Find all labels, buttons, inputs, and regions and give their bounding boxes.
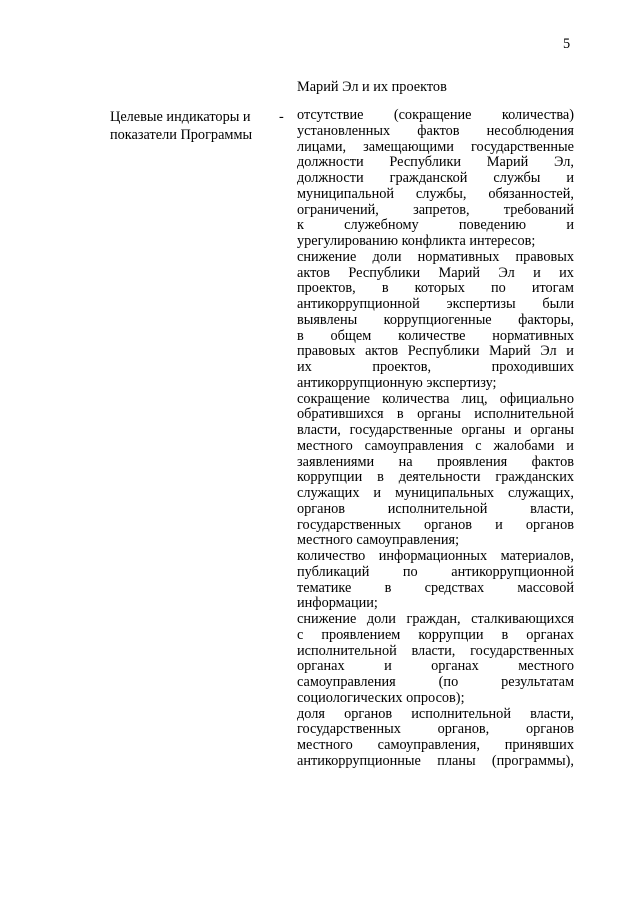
text-line: государственных органов, органов [297, 721, 574, 738]
text-line: к служебному поведению и [297, 217, 574, 234]
text-line: урегулированию конфликта интересов; [297, 233, 536, 249]
section-label-line: показатели Программы [110, 127, 253, 144]
text-line: сокращение количества лиц, официально [297, 390, 574, 407]
text-line: количество информационных материалов, [297, 548, 574, 564]
continued-text: Марий Эл и их проектов [297, 79, 447, 95]
text-line: актов Республики Марий Эл и их [297, 264, 574, 281]
text-line: доля органов исполнительной власти, [297, 705, 574, 722]
text-line: установленных фактов несоблюдения [297, 122, 574, 139]
text-line: снижение доли граждан, сталкивающихся [297, 611, 574, 627]
text-line: органов исполнительной власти, [297, 500, 574, 517]
text-line: самоуправления (по результатам [297, 674, 574, 690]
text-line: антикоррупционной экспертизы были [297, 296, 574, 312]
text-line: лицами, замещающими государственные [297, 138, 574, 155]
text-line: исполнительной власти, государственных [297, 642, 574, 659]
text-line: муниципальной службы, обязанностей, [297, 185, 574, 202]
text-line: государственных органов и органов [297, 516, 574, 533]
text-line: с проявлением коррупции в органах [297, 626, 574, 643]
text-line: служащих и муниципальных служащих, [297, 485, 574, 501]
text-line: антикоррупционные планы (программы), [297, 752, 574, 769]
text-line: заявлениями на проявления фактов [297, 453, 574, 470]
indicators-text-block [297, 108, 574, 770]
text-line: должности гражданской службы и [297, 170, 574, 186]
text-line: снижение доли нормативных правовых [297, 248, 574, 265]
text-line: местного самоуправления; [297, 532, 460, 549]
text-line: должности Республики Марий Эл, [297, 154, 574, 171]
text-line: местного самоуправления, принявших [297, 737, 574, 753]
text-line: правовых актов Республики Марий Эл и [297, 343, 574, 360]
text-line: информации; [297, 595, 378, 612]
text-line: тематике в средствах массовой [297, 579, 574, 596]
text-line: выявлены коррупциогенные факторы, [297, 311, 574, 328]
section-label [110, 108, 270, 145]
text-line: власти, государственные органы и органы [297, 422, 574, 438]
text-line: антикоррупционную экспертизу; [297, 374, 497, 391]
text-line: публикаций по антикоррупционной [297, 563, 574, 580]
text-line: ограничений, запретов, требований [297, 201, 574, 218]
text-line: проектов, в которых по итогам [297, 280, 574, 297]
page-number: 5 [563, 36, 571, 52]
text-line: органах и органах местного [297, 658, 574, 675]
text-line: социологических опросов); [297, 689, 465, 706]
text-line: обратившихся в органы исполнительной [297, 406, 574, 423]
text-line: их проектов, проходивших [297, 359, 574, 375]
text-line: отсутствие (сокращение количества) [297, 107, 574, 123]
text-line: коррупции в деятельности гражданских [297, 469, 574, 486]
text-line: местного самоуправления с жалобами и [297, 437, 574, 454]
label-dash: - [279, 109, 284, 125]
text-line: в общем количестве нормативных [297, 327, 574, 344]
section-label-line: Целевые индикаторы и [110, 109, 251, 125]
